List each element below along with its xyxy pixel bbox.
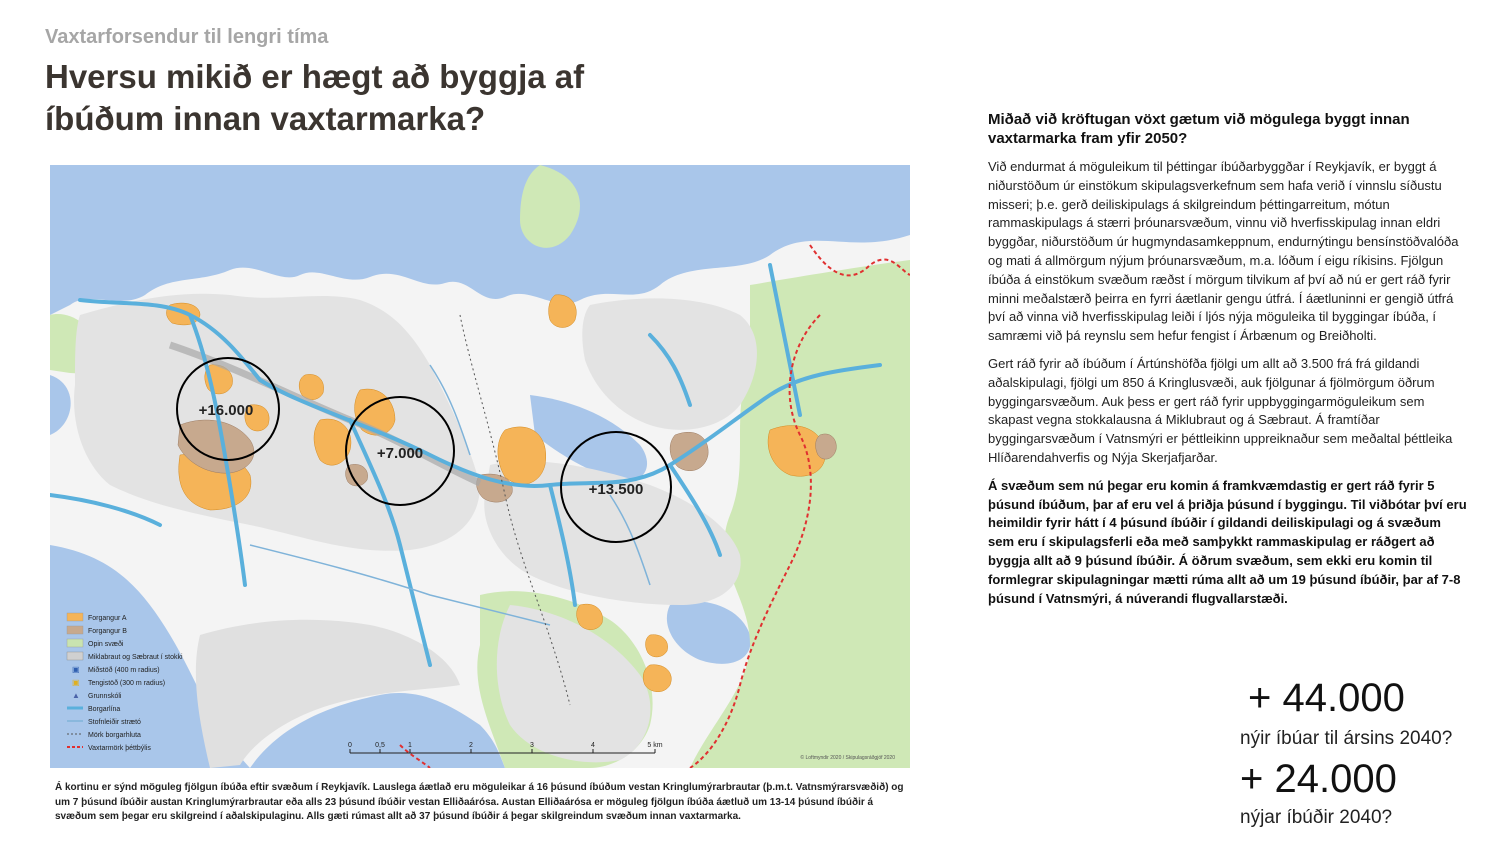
legend-label-grunnskoli: Grunnskóli xyxy=(88,693,122,700)
map-caption: Á kortinu er sýnd möguleg fjölgun íbúða eftir svæðum í Reykjavík. Lauslega áætlað eru möguleikar á 16 þúsund íbúðum vestan Kringlumýrarbrautar (þ.m.t. Vatnsmýrarsvæðið) og um 7 þúsund íbúðir austan Kringlumýrarbrautar eða alls 23 þúsund íbúðir vestan Elliðaárósa. Austan Elliðaárósa er möguleg fjölgun íbúða áætluð um 13-14 þúsund íbúðir á svæðum sem þegar eru skilgreind í aðalskipulaginu. Alls gæti rúmast allt að 37 þúsund íbúðir á þegar skilgreindum svæðum innan vaxtarmarka. xyxy=(55,782,904,822)
right-heading: Miðað við kröftugan vöxt gætum við mögulega byggt innan vaxtarmarka fram yfir 2050? xyxy=(988,111,1410,147)
growth-label-west: +16.000 xyxy=(198,402,254,419)
map xyxy=(50,165,910,768)
scale-label-3: 2 xyxy=(469,742,473,749)
legend-label-vaxtarmork: Vaxtarmörk þéttbýlis xyxy=(88,745,151,752)
legend-label-forgangur-b: Forgangur B xyxy=(88,628,127,635)
map-credit: © Loftmyndir 2020 / Skipulagsráðgjöf 2020 xyxy=(800,755,895,761)
legend-icon-midstod: ▣ xyxy=(72,665,80,674)
legend-label-midstod: Miðstöð (400 m radius) xyxy=(88,667,160,674)
legend-swatch-forgangur-b xyxy=(67,626,83,634)
scale-label-1: 0,5 xyxy=(375,742,385,749)
legend-label-borgarlina: Borgarlína xyxy=(88,706,121,713)
kicker: Vaxtarforsendur til lengri tíma xyxy=(45,26,329,48)
dwellings-label: nýjar íbúðir 2040? xyxy=(1240,807,1393,828)
legend-swatch-stokkur xyxy=(67,652,83,660)
scale-label-0: 0 xyxy=(348,742,352,749)
legend-label-stokkur: Miklabraut og Sæbraut í stokki xyxy=(88,654,183,661)
dwellings-stat: + 24.000 xyxy=(1240,757,1397,801)
scale-label-4: 3 xyxy=(530,742,534,749)
right-paragraph-2: Gert ráð fyrir að íbúðum í Ártúnshöfða fjölgi um allt að 3.500 frá frá gildandi aðalskipulagi, fjölgi um 850 á Kringlusvæði, auk fjölgunar á fjölmörgum öðrum byggingarsvæðum. Auk þess er gert ráð fyrir uppbyggingarmöguleikum sem skapast vegna stokkalausna á Miklubraut og á Sæbraut. Á framtíðar byggingarsvæðum í Vatnsmýri er þéttleikinn uppreiknaður sem meðaltal þéttleika Hlíðarendahverfis og Nýja Skerjafjarðar. xyxy=(988,355,1453,465)
legend-label-mork: Mörk borgarhluta xyxy=(88,732,141,739)
legend-icon-tengistod: ▣ xyxy=(72,678,80,687)
legend-icon-grunnskoli: ▲ xyxy=(72,691,80,700)
right-column xyxy=(988,110,1468,608)
legend-label-tengistod: Tengistöð (300 m radius) xyxy=(88,680,166,687)
legend-swatch-opin-svaedi xyxy=(67,639,83,647)
scale-label-2: 1 xyxy=(408,742,412,749)
right-paragraph-3: Á svæðum sem nú þegar eru komin á framkvæmdastig er gert ráð fyrir 5 þúsund íbúðum, þar af eru vel á þriðja þúsund í byggingu. Til viðbótar því eru heimildir fyrir hátt í 4 þúsund íbúðir í gildandi deiliskipulagi og á svæðum sem eru í skipulagsferli eða með samþykkt rammaskipulag er ráðgert að byggja allt að 9 þúsund íbúðir. Á öðrum svæðum, sem ekki eru komin til formlegrar skipulagningar mætti rúma allt að um 19 þúsund íbúðir, þar af 7-8 þúsund í Vatnsmýri, á núverandi flugvallarstæði. xyxy=(988,477,1467,606)
legend-label-opin-svaedi: Opin svæði xyxy=(88,641,124,648)
scale-label-6: 5 km xyxy=(647,742,663,749)
residents-label: nýir íbúar til ársins 2040? xyxy=(1240,728,1453,749)
legend-label-forgangur-a: Forgangur A xyxy=(88,615,127,622)
scale-label-5: 4 xyxy=(591,742,595,749)
legend-swatch-forgangur-a xyxy=(67,613,83,621)
page-title: Hversu mikið er hægt að byggja af íbúðum innan vaxtarmarka? xyxy=(45,58,585,137)
growth-label-centre: +7.000 xyxy=(376,445,424,462)
right-paragraph-1: Við endurmat á möguleikum til þéttingar íbúðarbyggðar í Reykjavík, er byggt á niðurstöðum úr einstökum skipulagsverkefnum sem hafa verið í vinnslu síðustu misseri; þ.e. gerð deiliskipulags á skilgreindum þéttingarreitum, mótun rammaskipulags á stærri þróunarsvæðum, vinnu við hverfisskipulag innan eldri byggðar, niðurstöðum úr hugmyndasamkeppnum, endurnýtingu bensínstöðvalóða og mati á allmörgum nýjum þróunarsvæðum, m.a. lóðum í eigu ríkisins. Fjölgun íbúða á einstökum svæðum ræðst í mörgum tilvikum af því að nú er gert ráð fyrir minni meðalstærð þeirra en fyrri áætlanir gengu útfrá. Í áætluninni er gengið útfrá því að vinna við hverfisskipulag leiði í ljós nýja möguleika til byggingar íbúða, í samræmi við þá reynslu sem hefur fengist í Árbænum og Breiðholti. xyxy=(988,159,1459,344)
legend-label-straeto: Stofnleiðir strætó xyxy=(88,719,141,726)
residents-stat: + 44.000 xyxy=(1248,676,1405,720)
growth-label-east: +13.500 xyxy=(588,481,644,498)
